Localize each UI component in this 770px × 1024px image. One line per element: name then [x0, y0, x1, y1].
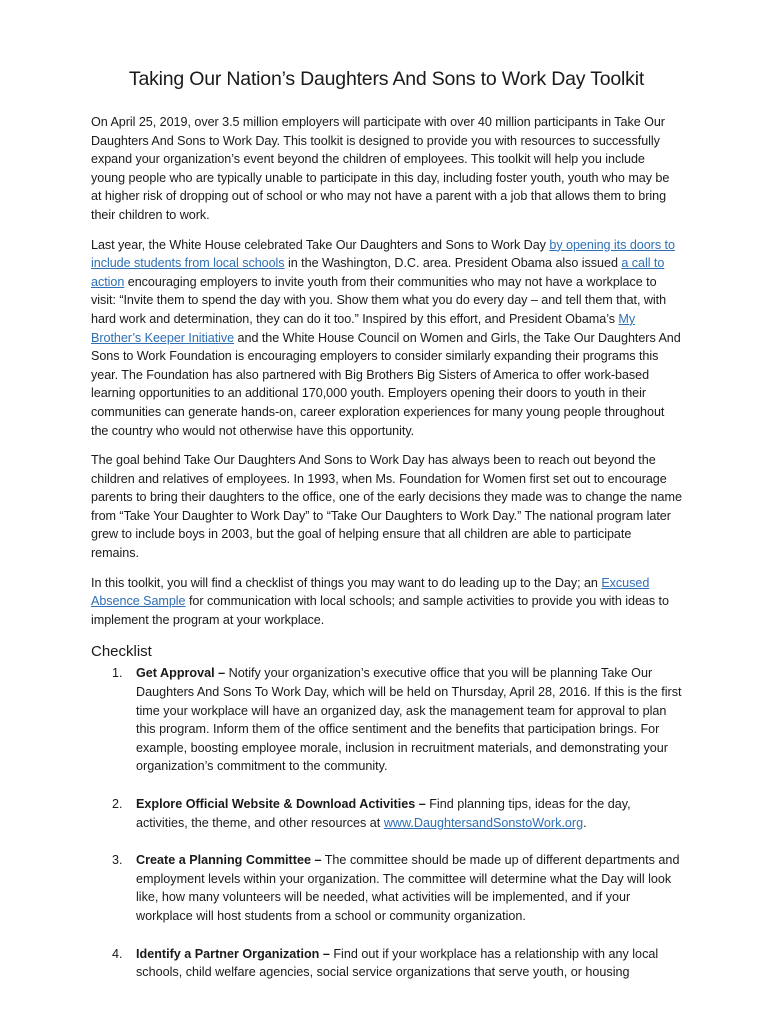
item-title: Get Approval – [136, 666, 226, 681]
list-number: 4. [112, 946, 123, 961]
toolkit-paragraph [91, 574, 682, 630]
my-brothers-keeper-link[interactable]: My Brother’s Keeper Initiative [91, 311, 636, 345]
item-text: Find planning tips, ideas for the day, activities, the theme, and other resources at [136, 797, 631, 830]
item-title: Explore Official Website & Download Activities – [136, 797, 426, 811]
item-title: Identify a Partner Organization – [136, 946, 330, 961]
item-text: Find out if your workplace has a relationship with any local schools, child welfare agencies, social service organizations that serve youth, or housing [136, 946, 659, 980]
checklist-heading: Checklist [91, 643, 152, 661]
paragraph-text: for communication with local schools; and sample activities to provide you with ideas to implement the program at your workplace. [91, 594, 669, 627]
paragraph-text: and the White House Council on Women and Girls, the Take Our Daughters And Sons to Work Foundation is encouraging employers to consider similarly expanding their programs this year. The Foundation has also partnered with Big Brothers Big Sisters of America to offer work-based learning opportunities to an additional 170,000 youth. Employers opening their doors to youth in their communities can generate hands-on, career exploration experiences for many young people throughout the country who would not otherwise have this opportunity. [91, 330, 681, 438]
page-title: Taking Our Nation’s Daughters And Sons to Work Day Toolkit [128, 68, 645, 90]
item-text: . [583, 815, 587, 830]
white-house-paragraph [91, 236, 682, 441]
checklist [91, 664, 682, 981]
paragraph-text: In this toolkit, you will find a checklist of things you may want to do leading up to the Day; an [91, 575, 602, 590]
list-number: 2. [112, 797, 123, 811]
website-link[interactable]: www.DaughtersandSonstoWork.org [383, 815, 584, 830]
excused-absence-link[interactable]: Excused Absence Sample [91, 575, 650, 609]
list-item [91, 795, 682, 832]
item-title: Create a Planning Committee – [136, 853, 322, 868]
item-text: The committee should be made up of different departments and employment levels within your organization. The committee will determine what the Day will look like, how many volunteers will be needed, what activities will be implemented, and if your workplace will host students from a school or community organization. [136, 853, 680, 923]
history-paragraph: The goal behind Take Our Daughters And Sons to Work Day has always been to reach out beyond the children and relatives of employees. In 1993, when Ms. Foundation for Women first set out to encourage parents to bring their daughters to the office, one of the early decisions they made was to change the name from “Take Your Daughter to Work Day” to “Take Our Daughters to Work Day.” The national program later grew to include boys in 2003, but the goal of helping ensure that all children are able to participate remains. [91, 453, 682, 561]
list-item [91, 945, 682, 982]
list-item [91, 664, 682, 776]
call-to-action-link[interactable]: a call to action [91, 256, 665, 289]
paragraph-text: Last year, the White House celebrated Take Our Daughters and Sons to Work Day [91, 237, 550, 252]
list-item [91, 851, 682, 925]
paragraph-text: in the Washington, D.C. area. President Obama also issued [284, 256, 622, 271]
paragraph-text: encouraging employers to invite youth from their communities who may not have a workplace to visit: “Invite them to spend the day with you. Show them what you do every day – and tell them that, with hard work and determination, they can do it too.” Inspired by this effort, and President Obama’s [91, 274, 667, 326]
list-number: 1. [112, 666, 123, 681]
intro-paragraph: On April 25, 2019, over 3.5 million employers will participate with over 40 million participants in Take Our Daughters And Sons to Work Day. This toolkit is designed to provide you with resources to successfully expand your organization’s event beyond the children of employees. This toolkit will help you include young people who are typically unable to participate in this day, including foster youth, youth who may be at higher risk of dropping out of school or who may not have a parent with a job that allows them to bring their children to work. [91, 115, 670, 222]
opening-doors-link[interactable]: by opening its doors to include students from local schools [91, 237, 675, 271]
item-text: Notify your organization’s executive office that you will be planning Take Our Daughters And Sons To Work Day, which will be held on Thursday, April 28, 2016. If this is the first time your workplace will have an organized day, ask the management team for approval to plan this program. Inform them of the office sentiment and the benefits that participation brings. For example, boosting employee morale, inclusion in recruitment materials, and demonstrating your organization’s commitment to the community. [136, 666, 682, 774]
list-number: 3. [112, 853, 123, 868]
